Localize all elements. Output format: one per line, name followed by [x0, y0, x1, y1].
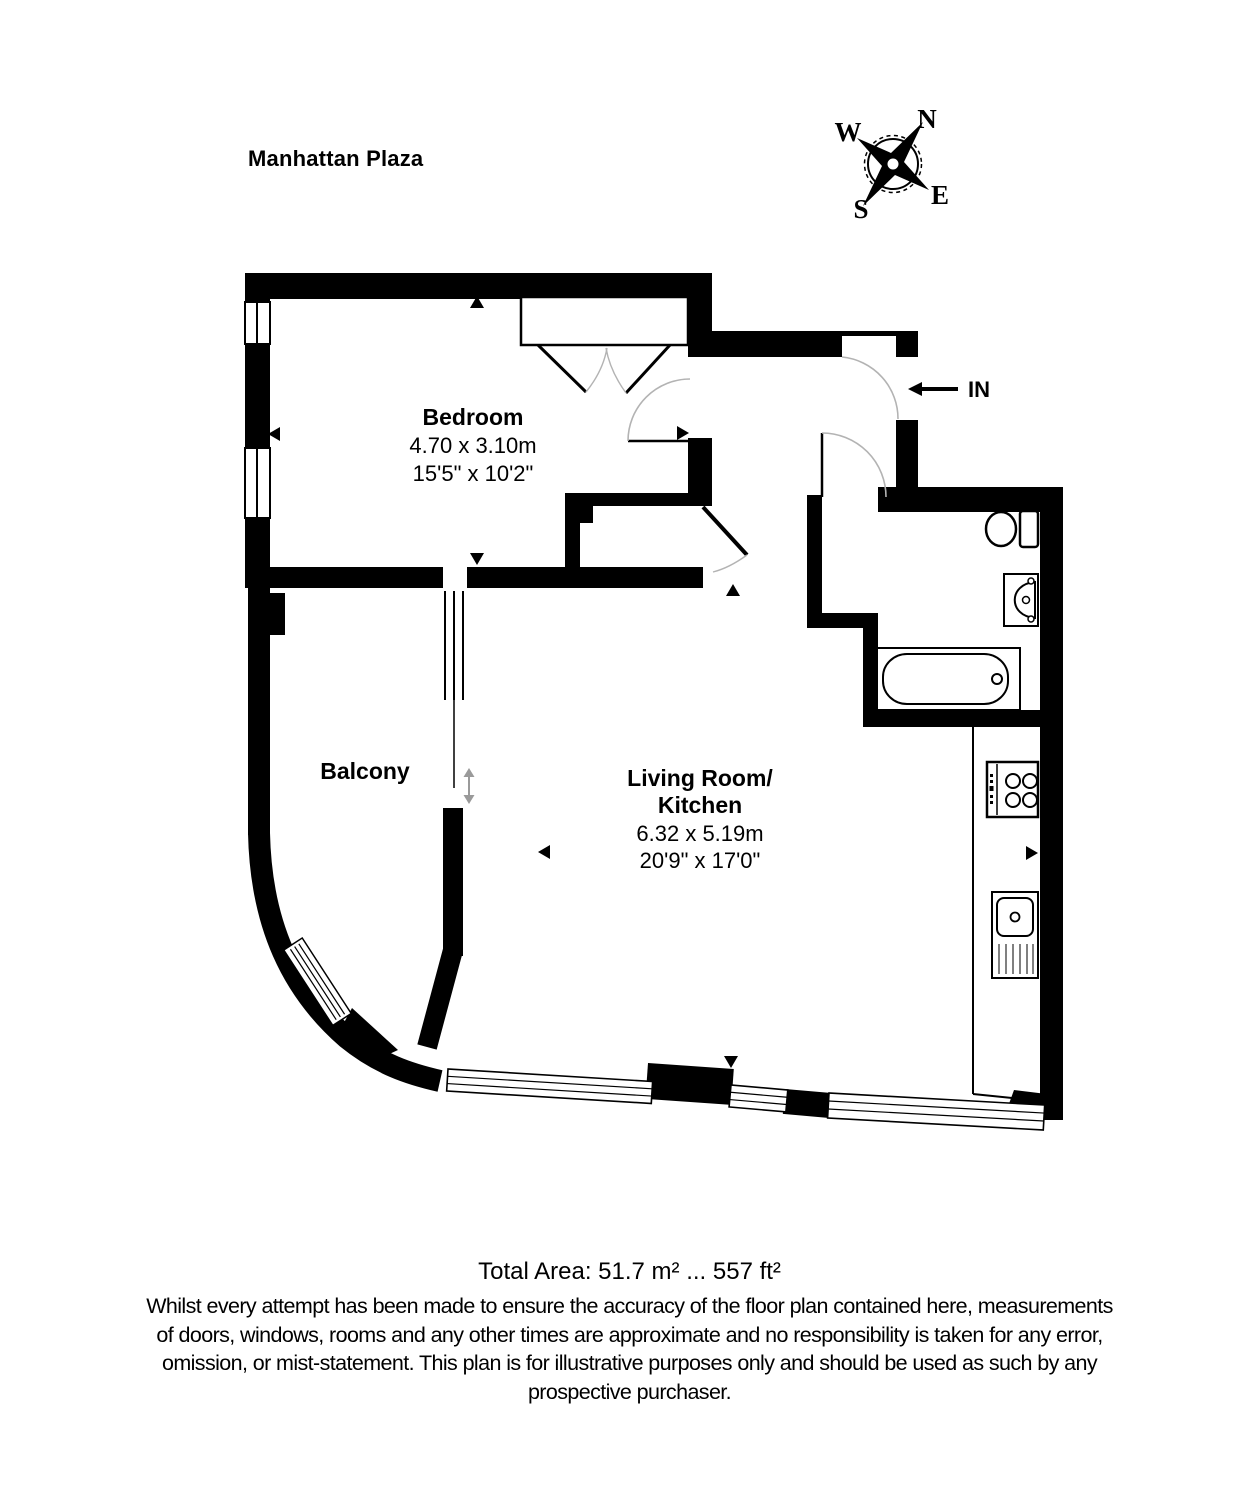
wall-pier: [645, 1063, 733, 1105]
page-title: Manhattan Plaza: [248, 146, 424, 171]
disclaimer-line: Whilst every attempt has been made to ensure the accuracy of the floor plan contained here, measurements: [146, 1294, 1113, 1318]
wall: [1040, 487, 1063, 1120]
measure-arrow-right: [1026, 846, 1038, 860]
compass-w: W: [834, 117, 862, 147]
bedroom-window: [245, 302, 270, 344]
wall: [578, 506, 593, 523]
total-area: Total Area: 51.7 m² ... 557 ft²: [478, 1258, 781, 1285]
wall: [863, 613, 878, 727]
compass-e: E: [930, 180, 950, 210]
bathroom-sink: [1004, 574, 1038, 626]
bottom-window: [447, 1069, 653, 1103]
kitchen: [973, 727, 1041, 1101]
wall: [245, 273, 705, 299]
bedroom-label: Bedroom: [422, 404, 524, 430]
measure-arrow-down: [470, 553, 484, 565]
measure-arrow-down: [724, 1056, 738, 1068]
compass-rose: [835, 104, 950, 224]
disclaimer-line: of doors, windows, rooms and any other times are approximate and no responsibility is taken for any error,: [156, 1322, 1103, 1347]
wall: [896, 420, 918, 488]
entrance-marker: [908, 377, 990, 402]
living-kitchen-size-imperial: 20'9" x 17'0": [639, 848, 761, 873]
bottom-window: [729, 1085, 788, 1112]
wall-diagonal: [427, 950, 453, 1047]
wall: [245, 567, 443, 588]
wall: [248, 588, 270, 835]
wall: [688, 438, 712, 506]
compass-s: S: [853, 194, 869, 224]
bathtub: [877, 648, 1020, 710]
balcony-curved-wall: [259, 833, 440, 1081]
wall: [878, 487, 1063, 512]
slide-direction-arrow: [464, 768, 475, 804]
closet-door: [703, 507, 747, 572]
hob: [987, 762, 1038, 817]
living-kitchen-label-line2: Kitchen: [657, 792, 743, 818]
hall-door: [822, 433, 886, 497]
measure-arrow-left: [538, 845, 550, 859]
wall: [863, 710, 1063, 727]
wardrobe: [521, 297, 688, 393]
wall: [896, 331, 918, 357]
bedroom-size-metric: 4.70 x 3.10m: [409, 433, 537, 458]
compass-n: N: [917, 104, 937, 134]
living-kitchen-size-metric: 6.32 x 5.19m: [636, 821, 764, 846]
bedroom-window: [245, 448, 270, 518]
disclaimer: [0, 1292, 1259, 1406]
balcony-sliding-door: [445, 591, 475, 804]
measure-arrow-up: [726, 584, 740, 596]
balcony-label: Balcony: [320, 758, 410, 784]
wall: [565, 493, 580, 577]
measure-arrow-right: [677, 426, 689, 440]
wall-pier: [783, 1089, 833, 1118]
bedroom-size-imperial: 15'5" x 10'2": [412, 461, 534, 486]
wall: [443, 808, 463, 956]
kitchen-sink: [992, 892, 1038, 978]
entrance-label: IN: [968, 377, 990, 402]
wall: [270, 593, 285, 635]
entrance-door: [842, 357, 898, 419]
wall: [807, 495, 822, 617]
disclaimer-line: omission, or mist-statement. This plan is for illustrative purposes only and should be used as such by any: [161, 1351, 1098, 1375]
toilet: [986, 511, 1038, 547]
wall: [688, 331, 842, 357]
living-kitchen-label-line1: Living Room/: [627, 765, 773, 791]
entrance-arrow-icon: [908, 382, 922, 396]
wall: [467, 567, 703, 588]
disclaimer-line: prospective purchaser.: [527, 1379, 732, 1404]
bathroom: [877, 511, 1038, 710]
